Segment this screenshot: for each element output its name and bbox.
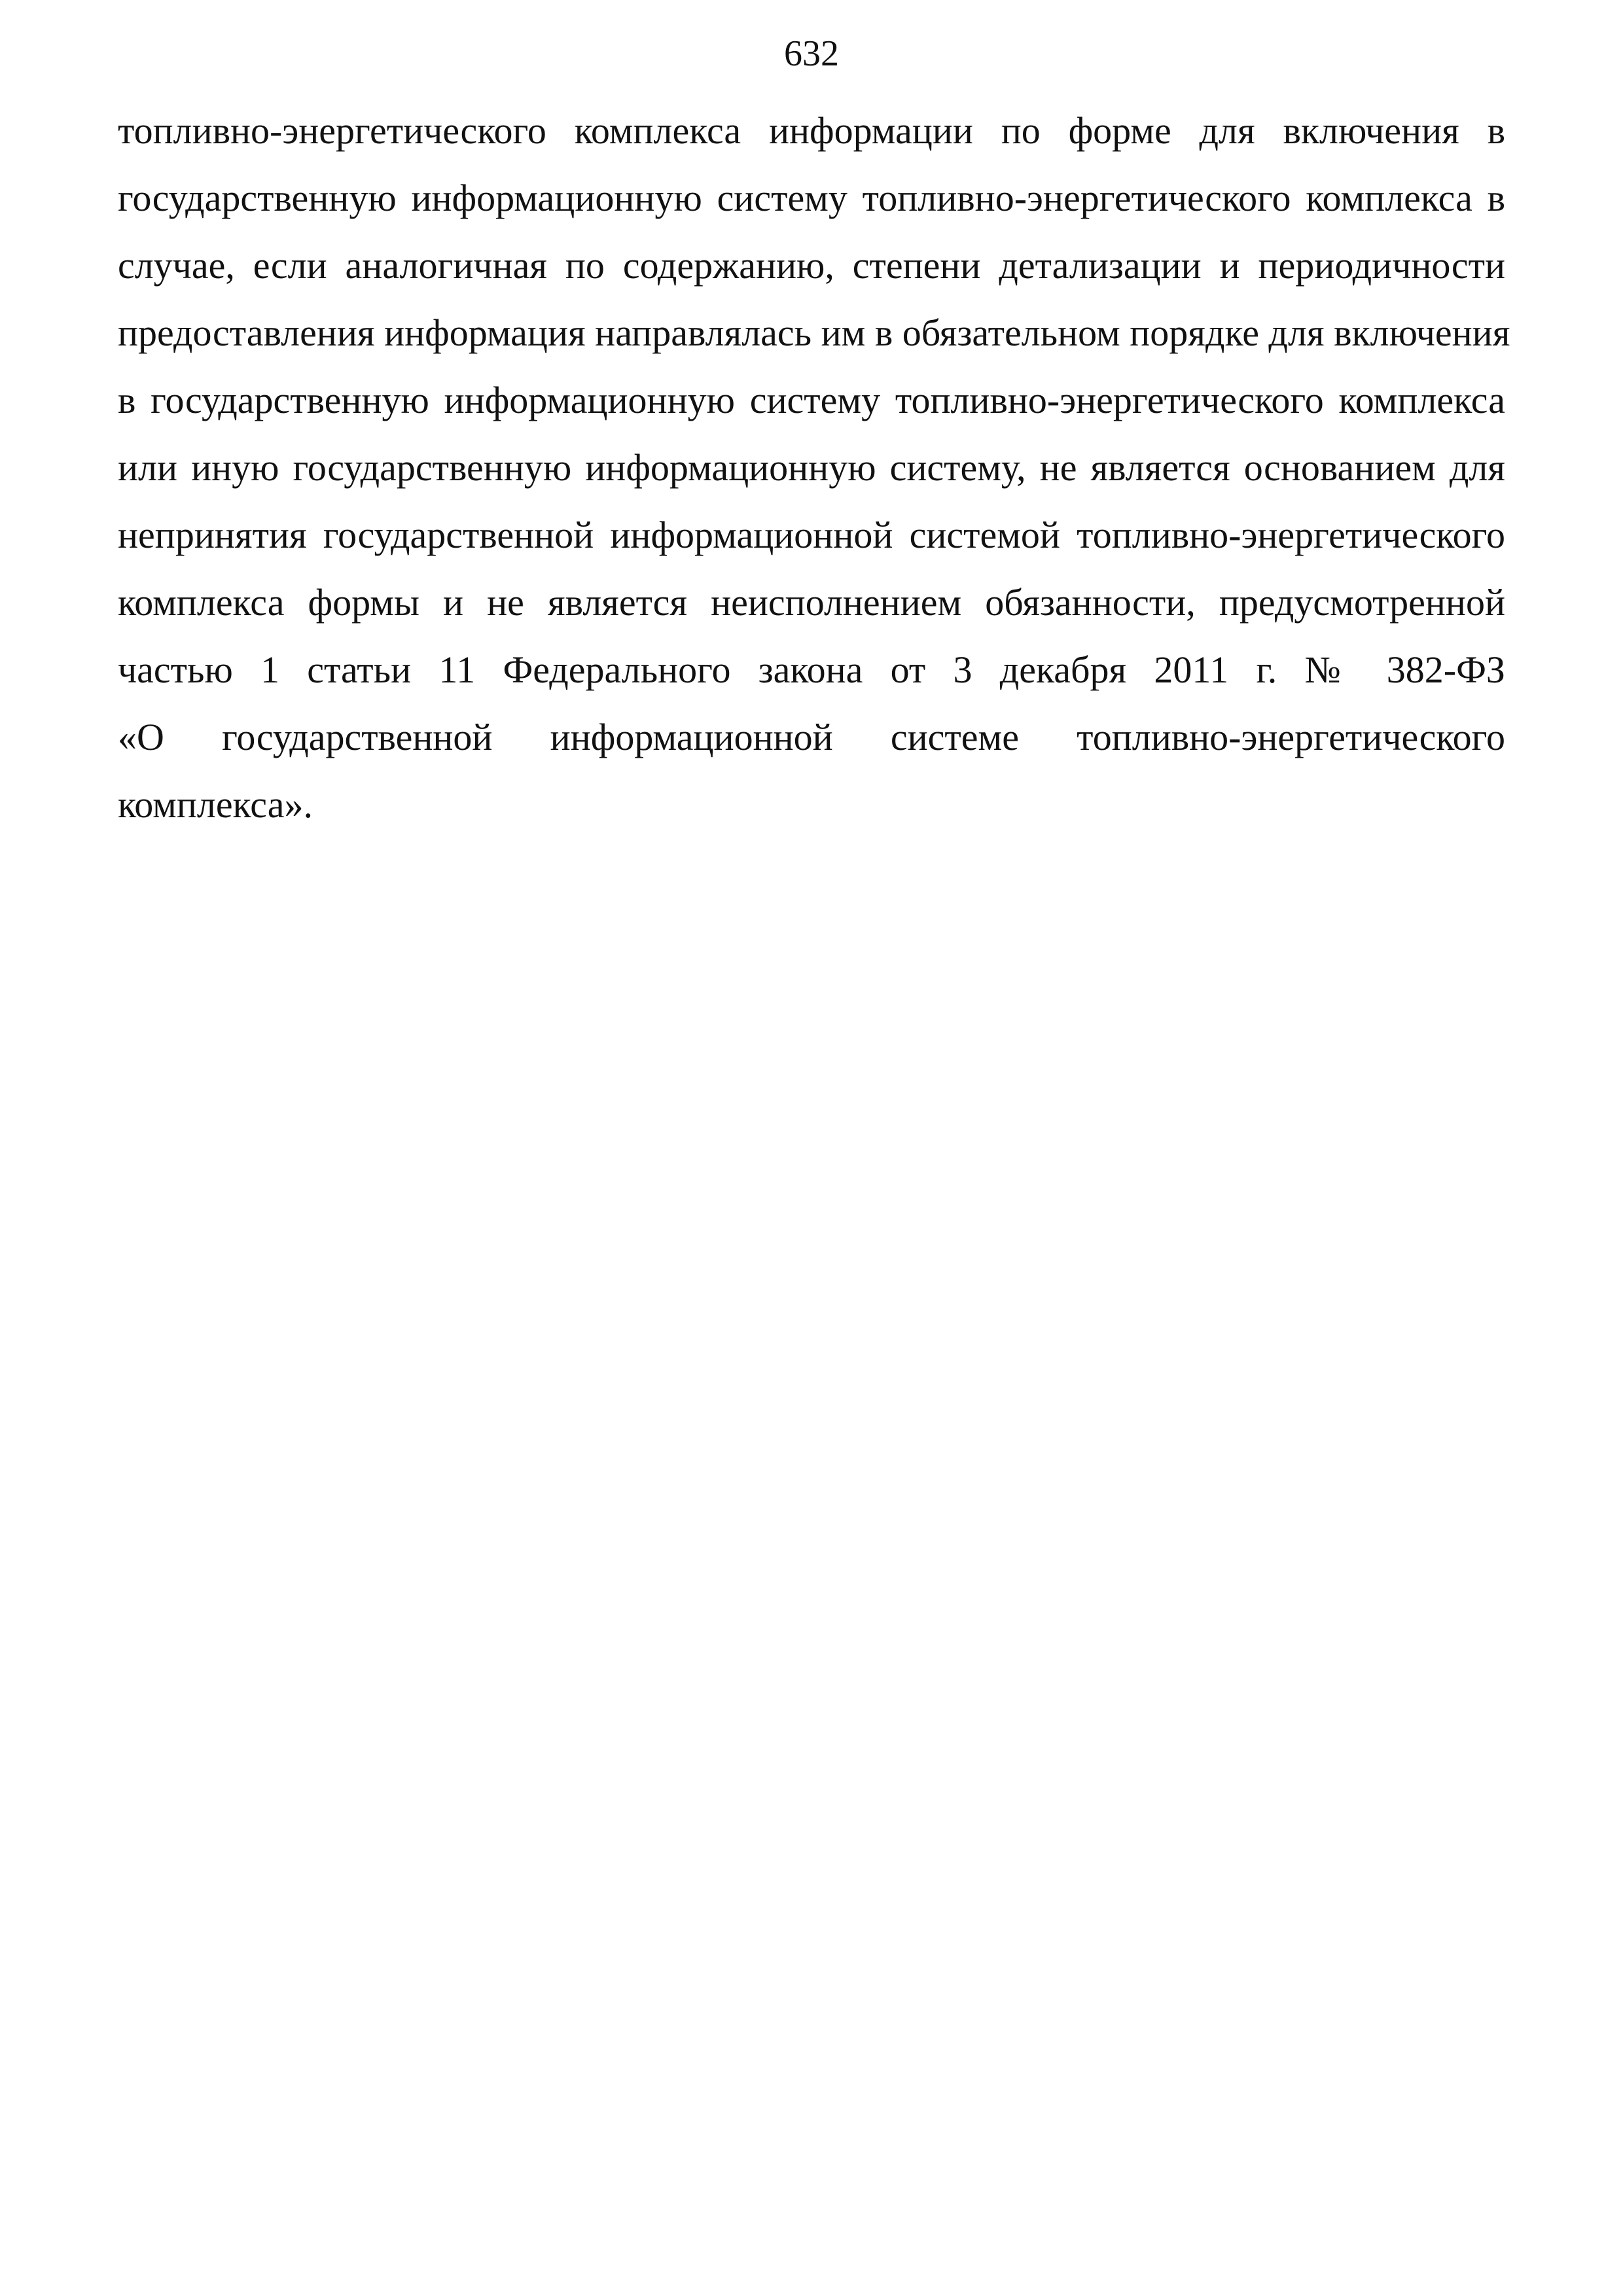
body-text: [118, 97, 1510, 838]
text-line: предоставления информация направлялась им в обязательном порядке для включения: [118, 311, 1510, 354]
text-line: комплекса формы и не является неисполнением обязанности, предусмотренной: [118, 581, 1505, 624]
text-line: или иную государственную информационную систему, не является основанием для: [118, 446, 1505, 489]
page-number: 632: [784, 33, 839, 74]
text-line: государственную информационную систему топливно-энергетического комплекса в: [118, 177, 1505, 219]
text-line: комплекса».: [118, 783, 313, 826]
text-line: «О государственной информационной системе топливно-энергетического: [118, 716, 1505, 758]
text-line: непринятия государственной информационной системой топливно-энергетического: [118, 514, 1505, 556]
text-line: топливно-энергетического комплекса информации по форме для включения в: [118, 109, 1505, 152]
text-line: случае, если аналогичная по содержанию, степени детализации и периодичности: [118, 244, 1505, 287]
text-line: в государственную информационную систему топливно-энергетического комплекса: [118, 379, 1505, 421]
text-line: частью 1 статьи 11 Федерального закона от 3 декабря 2011 г. № 382-ФЗ: [118, 648, 1505, 691]
